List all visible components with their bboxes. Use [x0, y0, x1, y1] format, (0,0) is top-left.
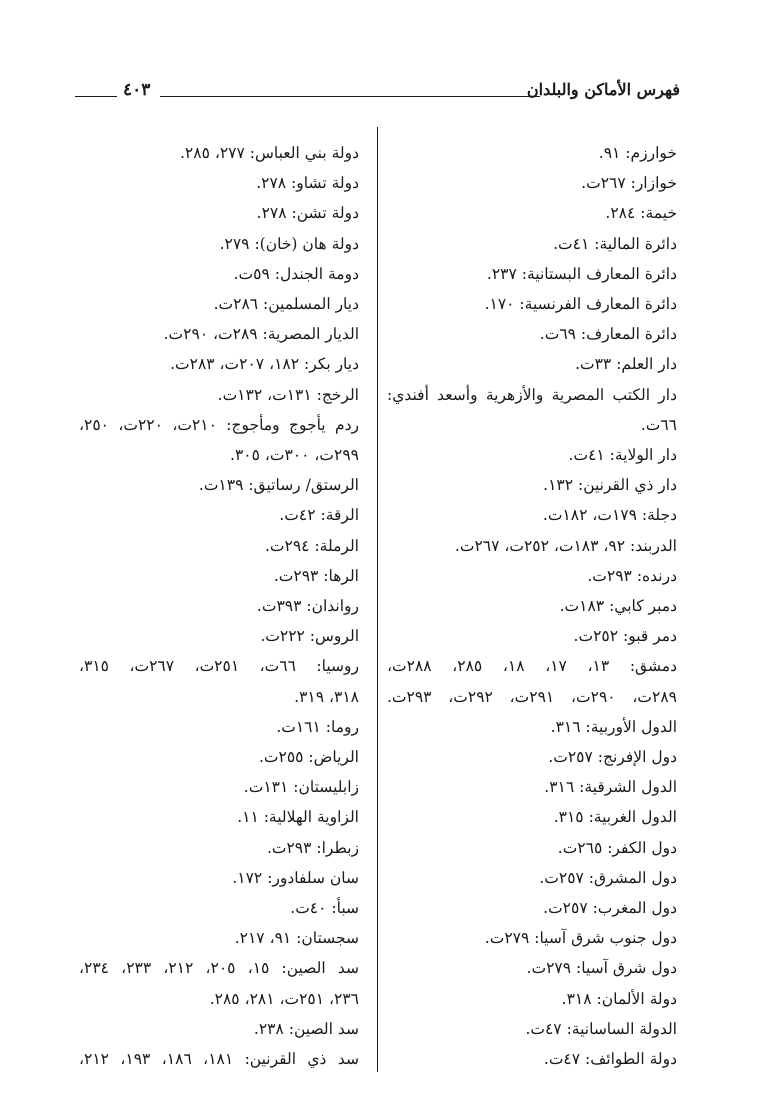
index-entry: خوارزم: ٩١.: [598, 144, 677, 162]
index-entry: دولة تشاو: ٢٧٨.: [256, 174, 359, 193]
index-entry: دار الولاية: ٤١ت.: [568, 446, 677, 465]
index-entry: دائرة المعارف البستانية: ٢٣٧.: [486, 264, 677, 283]
page-header: [75, 80, 680, 110]
index-entry: دول جنوب شرق آسيا: ٢٧٩ت.: [484, 929, 677, 948]
index-entry: ردم يأجوج ومأجوج: ٢١٠ت، ٢٢٠ت، ٢٥٠،: [79, 415, 359, 434]
index-entry: دائرة المعارف: ٦٩ت.: [539, 325, 677, 344]
index-entry: روسيا: ٦٦ت، ٢٥١ت، ٢٦٧ت، ٣١٥،: [79, 657, 359, 676]
index-entry: دول الكفر: ٢٦٥ت.: [557, 838, 677, 857]
index-entry: سد الصين: ١٥، ٢٠٥، ٢١٢، ٢٣٣، ٢٣٤،: [79, 959, 360, 978]
index-entry: الرملة: ٢٩٤ت.: [265, 536, 359, 555]
index-entry: الرستق/ رساتيق: ١٣٩ت.: [198, 476, 359, 495]
index-entry: ديار بكر: ١٨٢، ٢٠٧ت، ٢٨٣ت.: [170, 355, 359, 374]
index-entry: الروس: ٢٢٢ت.: [260, 627, 359, 646]
index-column-right: [387, 138, 677, 1074]
index-entry: ٢٨٩ت، ٢٩٠ت، ٢٩١ت، ٢٩٢ت، ٢٩٣ت.: [387, 687, 678, 706]
index-entry: دومة الجندل: ٥٩ت.: [233, 264, 359, 283]
index-entry: الزاوية الهلالية: ١١.: [237, 808, 359, 827]
index-entry: سبأ: ٤٠ت.: [290, 899, 359, 918]
index-entry: سان سلفادور: ١٧٢.: [232, 868, 359, 887]
index-entry: الدولة الساسانية: ٤٧ت.: [525, 1019, 677, 1038]
header-rule: [160, 96, 540, 97]
index-entry: دول الإفرنج: ٢٥٧ت.: [548, 748, 677, 767]
index-entry: دولة تشن: ٢٧٨.: [256, 204, 359, 223]
index-entry: خيمة: ٢٨٤.: [605, 204, 677, 223]
index-entry: الديار المصرية: ٢٨٩ت، ٢٩٠ت.: [163, 325, 359, 344]
index-entry: دول المغرب: ٢٥٧ت.: [543, 899, 677, 918]
index-entry: دار الكتب المصرية والأزهرية وأسعد أفندي:: [387, 385, 677, 404]
index-entry: الرقة: ٤٢ت.: [279, 506, 359, 525]
index-entry: دولة الطوائف: ٤٧ت.: [543, 1050, 677, 1069]
index-entry: رواندان: ٣٩٣ت.: [256, 597, 359, 616]
index-entry: دول المشرق: ٢٥٧ت.: [539, 868, 677, 887]
index-entry: زبطرا: ٢٩٣ت.: [266, 838, 359, 857]
index-entry: دائرة المعارف الفرنسية: ١٧٠.: [484, 295, 677, 314]
index-entry: دمشق: ١٣، ١٧، ١٨، ٢٨٥، ٢٨٨ت،: [387, 657, 677, 676]
index-entry: دولة الألمان: ٣١٨.: [561, 989, 677, 1008]
index-entry: الرها: ٢٩٣ت.: [273, 566, 359, 585]
index-entry: الدول الشرقية: ٣١٦.: [544, 778, 677, 797]
index-entry: ٣١٨، ٣١٩.: [294, 687, 359, 706]
index-entry: دمبر كابي: ١٨٣ت.: [559, 597, 677, 616]
index-entry: دائرة المالية: ٤١ت.: [553, 234, 677, 253]
index-entry: ديار المسلمين: ٢٨٦ت.: [213, 295, 359, 314]
index-entry: دار العلم: ٣٣ت.: [575, 355, 677, 374]
index-entry: دولة بني العباس: ٢٧٧، ٢٨٥.: [179, 144, 359, 162]
index-entry: الدول الأوربية: ٣١٦.: [550, 717, 677, 736]
index-entry: ٢٣٦، ٢٥١ت، ٢٨١، ٢٨٥.: [209, 989, 359, 1008]
index-entry: سد ذي القرنين: ١٨١، ١٨٦، ١٩٣، ٢١٢،: [79, 1050, 359, 1069]
index-column-left: [79, 138, 359, 1074]
index-entry: ٢٩٩ت، ٣٠٠ت، ٣٠٥.: [230, 446, 359, 465]
running-title: فهرس الأماكن والبلدان: [526, 80, 680, 99]
page-number: ٤٠٣: [123, 80, 151, 100]
index-entry: روما: ١٦١ت.: [276, 717, 359, 736]
index-entry: ٦٦ت.: [640, 415, 677, 434]
page-number-block: [75, 80, 160, 108]
index-entry: سد الصين: ٢٣٨.: [253, 1019, 359, 1038]
index-entry: الدول الغربية: ٣١٥.: [553, 808, 677, 827]
column-divider: [377, 127, 378, 1072]
page-number-rule: [75, 96, 117, 97]
index-entry: دار ذي القرنين: ١٣٢.: [543, 476, 677, 495]
index-entry: دولة هان (خان): ٢٧٩.: [219, 234, 359, 253]
index-entry: دمر قبو: ٢٥٢ت.: [573, 627, 677, 646]
index-entry: الرخج: ١٣١ت، ١٣٢ت.: [217, 385, 359, 404]
index-entry: سجستان: ٩١، ٢١٧.: [234, 929, 359, 948]
index-entry: دول شرق آسيا: ٢٧٩ت.: [526, 959, 677, 978]
index-entry: دجلة: ١٧٩ت، ١٨٢ت.: [542, 506, 677, 525]
index-entry: الدربند: ٩٢، ١٨٣ت، ٢٥٢ت، ٢٦٧ت.: [454, 536, 677, 555]
index-entry: زابليستان: ١٣١ت.: [243, 778, 359, 797]
index-entry: درنده: ٢٩٣ت.: [587, 566, 677, 585]
index-entry: خوازار: ٢٦٧ت.: [581, 174, 677, 193]
index-entry: الرياض: ٢٥٥ت.: [258, 748, 359, 767]
